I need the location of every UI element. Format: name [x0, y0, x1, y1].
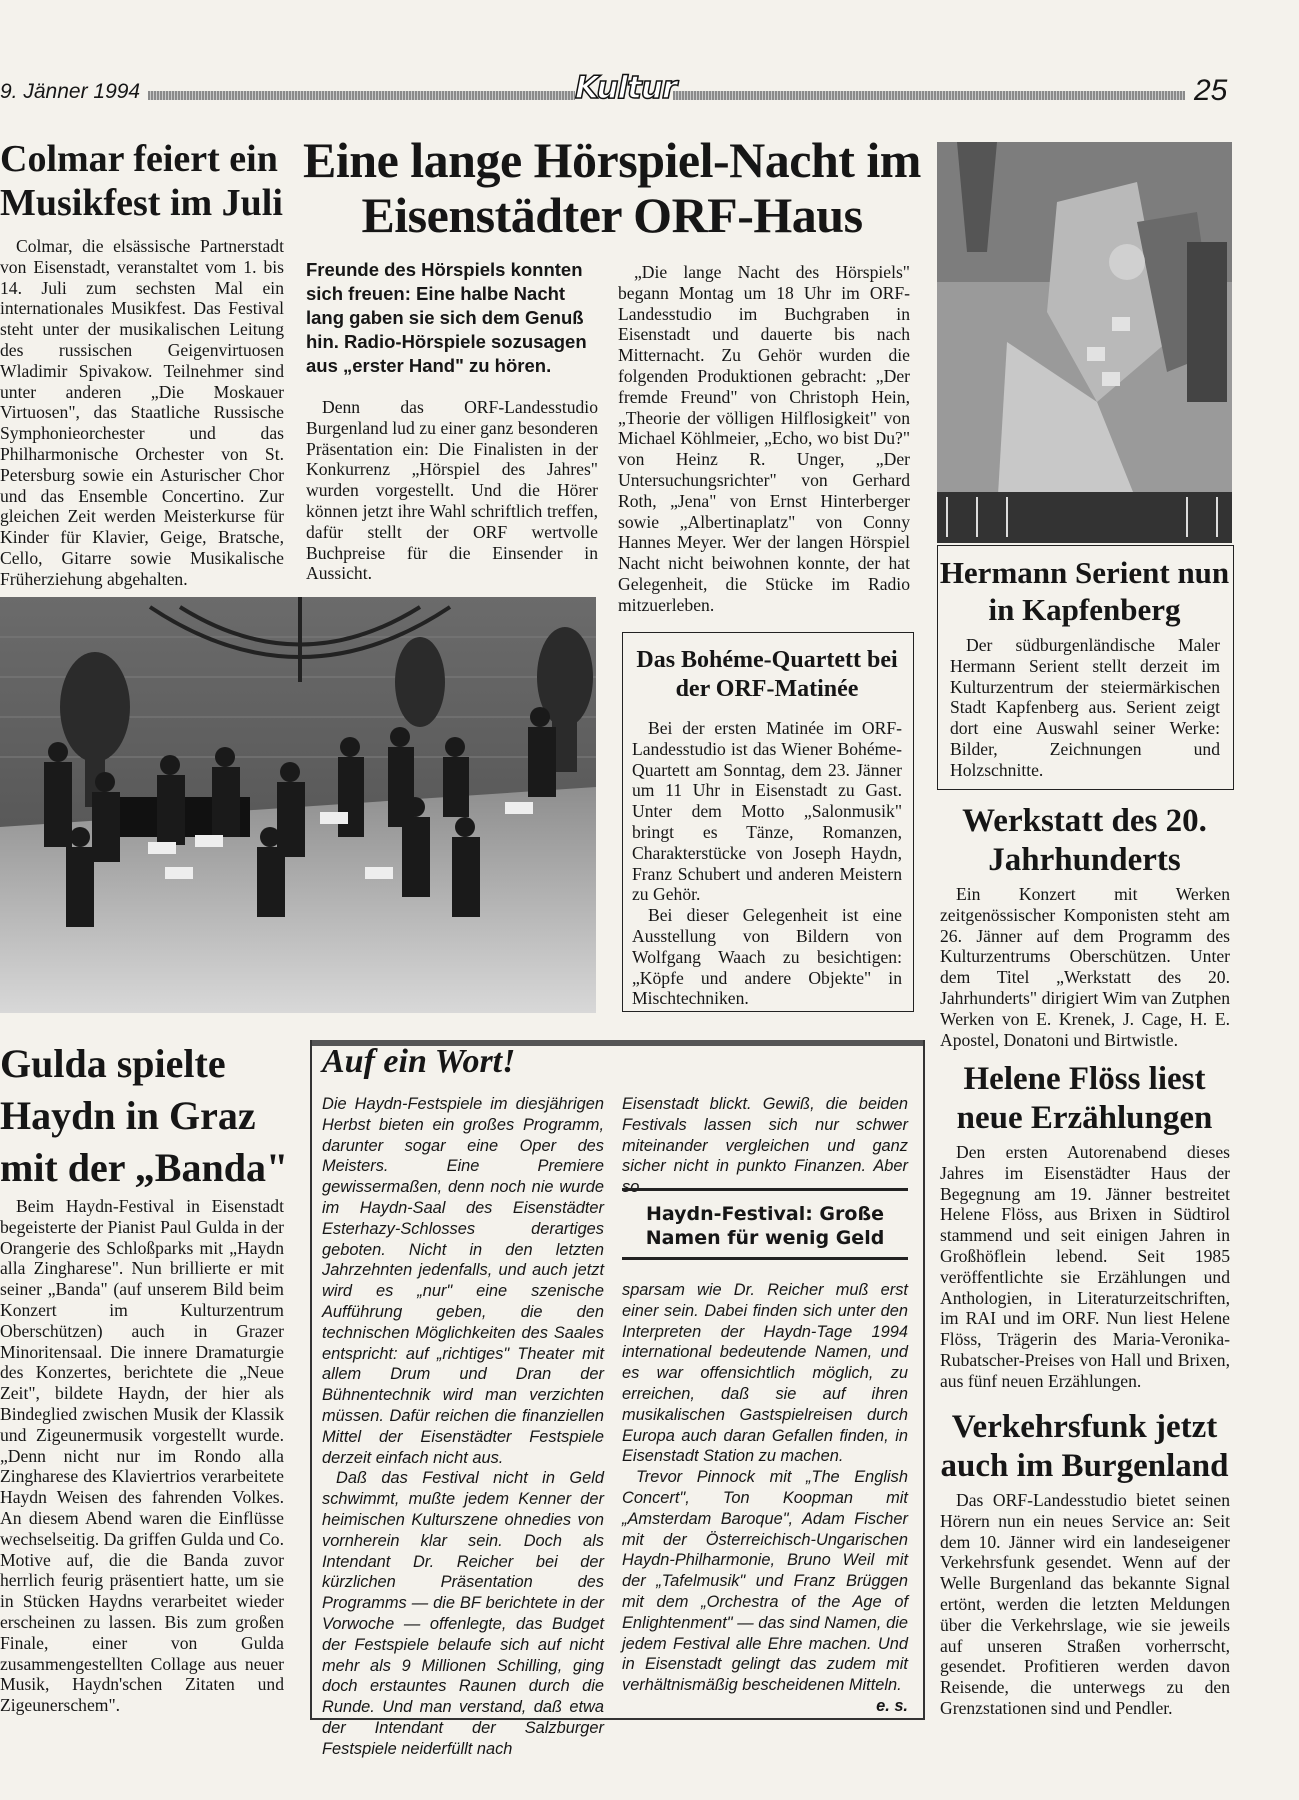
- serient-body: Der südburgenländische Maler Hermann Serient stellt derzeit im Kulturzentrum der steiermärkischen Stadt Kapfenberg aus. Serient zeigt dort eine Auswahl seiner Werke: Bilder, Zeichnungen und Holzschnitte.: [950, 635, 1220, 780]
- auf-col1: Die Haydn-Festspiele im diesjährigen Herbst bieten ein großes Programm, darunter sogar eine Oper des Meisters. Eine Premiere gewissermaßen, denn noch nie wurde im Haydn-Saal des Eisenstädter Esterhazy-Schlosses derartiges geboten. Nicht in den letzten Jahrzehnten jedenfalls, und auch jetzt wird es „nur" eine szenische Aufführung geben, die den technischen Möglichkeiten des Saales entspricht: auf „richtiges" Theater mit allem Drum und Dran der Bühnentechnik wird man verzichten müssen. Dafür reichen die finanziellen Mittel der Eisenstädter Festspiele derzeit einfach nicht aus. Daß das Festival nicht in Geld schwimmt, mußte jedem Kenner der heimischen Kulturszene ohnedies von vornherein klar sein. Doch als Intendant Dr. Reicher bei der kürzlichen Präsentation des Programms — die BF berichtete in der Vorwoche — offenlegte, das Budget der Festspiele belaufe sich auf nicht mehr als 9 Millionen Schilling, ging doch erstauntes Raunen durch die Runde. Und man verstand, daß etwa der Intendant der Salzburger Festspiele neiderfüllt nach: [322, 1095, 604, 1758]
- haydn-festival-box: Haydn-Festival: Große Namen für wenig Geld: [622, 1188, 908, 1260]
- section-logo: Kultur: [575, 70, 677, 106]
- boheme-headline: Das Bohéme-Quartett bei der ORF-Matinée: [636, 647, 898, 702]
- serient-headline: Hermann Serient nun in Kapfenberg: [939, 555, 1230, 627]
- colmar-headline: Colmar feiert ein Musikfest im Juli: [0, 138, 283, 224]
- auf-left-rule: [310, 1040, 312, 1720]
- auf-right-rule: [923, 1040, 925, 1720]
- auf-col2-top: Eisenstadt blickt. Gewiß, die beiden Festivals lassen sich nur schwer miteinander vergleichen und ganz sicher nicht in punkto Finanzen. Aber so: [622, 1095, 908, 1197]
- auf-col2-bottom: sparsam wie Dr. Reicher muß erst einer sein. Dabei finden sich unter den Interpreten der Haydn-Tage 1994 international bedeutende Namen, und es war offensichtlich möglich, zu erreichen, daß sie auf ihren musikalischen Gastspielreisen durch Europa auch daran Gefallen finden, in Eisenstadt Station zu machen. Trevor Pinnock mit „The English Concert", Ton Koopman mit „Amsterdam Baroque", Adam Fischer mit der Österreichisch-Ungarischen Haydn-Philharmonie, Bruno Weil mit der „Tafelmusik" und Franz Brüggen mit dem „Orchestra of the Age of Enlightenment" — das sind Namen, die jedem Festival alle Ehre machen. Und in Eisenstadt gelingt das zudem mit verhältnismäßig bescheidenen Mitteln. e. s.: [622, 1281, 908, 1715]
- floess-headline: Helene Flöss liest neue Erzählungen: [956, 1061, 1213, 1136]
- colmar-body: Colmar, die elsässische Partnerstadt von Eisenstadt, veranstaltet vom 1. bis 14. Juli zum sechsten Mal ein internationales Musikfest. Das Festival steht unter der musikalischen Leitung des russischen Geigenvirtuosen Wladimir Spivakow. Teilnehmer sind unter anderen „Die Moskauer Virtuosen", das Staatliche Russische Symphonieorchester und das Philharmonische Orchester von St. Petersburg sowie ein Asturischer Chor und das Ensemble Concertino. Zur gleichen Zeit werden Meisterkurse für Kinder für Klavier, Geige, Bratsche, Cello, Gitarre sowie Musikalische Früherziehung abgehalten.: [0, 236, 284, 589]
- issue-date: 9. Jänner 1994: [0, 80, 148, 104]
- gulda-body: Beim Haydn-Festival in Eisenstadt begeisterte der Pianist Paul Gulda in der Orangerie des Schloßparks mit „Haydn alla Zingharese". Nun brillierte er mit seiner „Banda" (auf unserem Bild beim Konzert im Kulturzentrum Oberschützen) auch in Grazer Minoritensaal. Die innere Dramaturgie des Konzertes, berichtete die „Neue Zeit", bildete Haydn, der hier als Bindeglied zwischen Musik der Klassik und Zigeunermusik vorgestellt wurde. „Denn nicht nur im Rondo alla Zingharese des Klaviertrios verarbeitete Haydn Weisen des fahrenden Volkes. An diesem Abend waren die Einflüsse wechselseitig. Da griffen Gulda und Co. Motive auf, die die Banda zuvor herrlich feurig präsentiert hatte, um sie in Stücken Haydns verarbeitet wieder erscheinen zu lassen. Bis zum großen Finale, einer von Gulda zusammengestellten Collage aus neuer Musik, Haydn'schen Zitaten und Zigeunerschem".: [0, 1196, 284, 1716]
- main-lead: Freunde des Hörspiels konnten sich freuen: Eine halbe Nacht lang gaben sie sich dem Genuß hin. Radio-Hörspiele sozusagen aus „erster Hand" zu hören.: [306, 259, 587, 376]
- boheme-body: Bei der ersten Matinée im ORF-Landesstudio ist das Wiener Bohéme-Quartett am Sonntag, dem 23. Jänner um 11 Uhr in Eisenstadt zu Gast. Unter dem Motto „Salonmusik" bringt es Tänze, Romanzen, Charakterstücke von Joseph Haydn, Franz Schubert und anderen Meistern zu Gehör. Bei dieser Gelegenheit ist eine Ausstellung von Bildern von Wolfgang Waach zu besichtigen: „Köpfe und andere Objekte" in Mischtechniken.: [632, 718, 902, 1009]
- page-number: 25: [1188, 74, 1227, 108]
- auf-ein-wort-title: Auf ein Wort!: [322, 1043, 516, 1080]
- werkstatt-headline: Werkstatt des 20. Jahrhunderts: [962, 803, 1207, 878]
- verkehrsfunk-headline: Verkehrsfunk jetzt auch im Burgenland: [940, 1409, 1229, 1484]
- verkehrsfunk-body: Das ORF-Landesstudio bietet seinen Hörern nun ein neues Service an: Seit dem 10. Jänner wird ein landeseigener Verkehrsfunk gesendet. Wenn auf der Welle Burgenland das bekannte Signal ertönt, werden die letzten Meldungen über die Verkehrslage, wie sie jeweils auf unseren Straßen vorherrscht, gesendet. Profitieren werden davon Reisende, die unterwegs zu den Grenzstationen sind und Pendler.: [940, 1490, 1230, 1718]
- concert-photo: [0, 597, 596, 1013]
- serient-painting: [937, 142, 1232, 543]
- main-headline: Eine lange Hörspiel-Nacht im Eisenstädter ORF-Haus: [303, 132, 921, 243]
- auf-signature: e. s.: [876, 1696, 908, 1715]
- main-body-col2: „Die lange Nacht des Hörspiels" begann Montag um 18 Uhr im ORF-Landesstudio im Buchgraben in Eisenstadt und dauerte bis nach Mitternacht. Zu Gehör wurden die folgenden Produktionen gebracht: „Der fremde Freund" von Christoph Hein, „Theorie der völligen Hilflosigkeit" von Michael Köhlmeier, „Echo, wo bist Du?" von Heinz R. Unger, „Der Untersuchungsrichter" von Gerhard Roth, „Jena" von Ernst Hinterberger sowie „Albertinaplatz" von Conny Hannes Meyer. Wer der langen Hörspiel Nacht nicht beiwohnen konnte, der hat Gelegenheit, die Stücke im Radio mitzuerleben.: [618, 262, 910, 615]
- main-body-col1: Denn das ORF-Landesstudio Burgenland lud zu einer ganz besonderen Präsentation ein: Die Finalisten in der Konkurrenz „Hörspiel des Jahres" wurden vorgestellt. Und die Hörer können jetzt ihre Wahl schriftlich treffen, dafür stellt der ORF wertvolle Buchpreise für die Einsender in Aussicht.: [306, 397, 598, 584]
- floess-body: Den ersten Autorenabend dieses Jahres im Eisenstädter Haus der Begegnung am 19. Jänner bestreitet Helene Flöss, aus Brixen in Südtirol stammend und seit einigen Jahren in Großhöflein lebend. Seit 1985 veröffentlichte sie Erzählungen und Anthologien, in Literaturzeitschriften, im RAI und im ORF. Nun liest Helene Flöss, Trägerin des Maria-Veronika-Rubatscher-Preises von Hall und Brixen, aus fünf neuen Erzählungen.: [940, 1142, 1230, 1391]
- gulda-headline: Gulda spielte Haydn in Graz mit der „Banda": [0, 1041, 289, 1190]
- werkstatt-body: Ein Konzert mit Werken zeitgenössischer Komponisten steht am 26. Jänner auf dem Programm des Kulturzentrums Oberschützen. Unter dem Titel „Werkstatt des 20. Jahrhunderts" dirigiert Wim van Zutphen Werken von E. Krenek, J. Cage, H. E. Apostel, Donatoni und Birtwistle.: [940, 884, 1230, 1050]
